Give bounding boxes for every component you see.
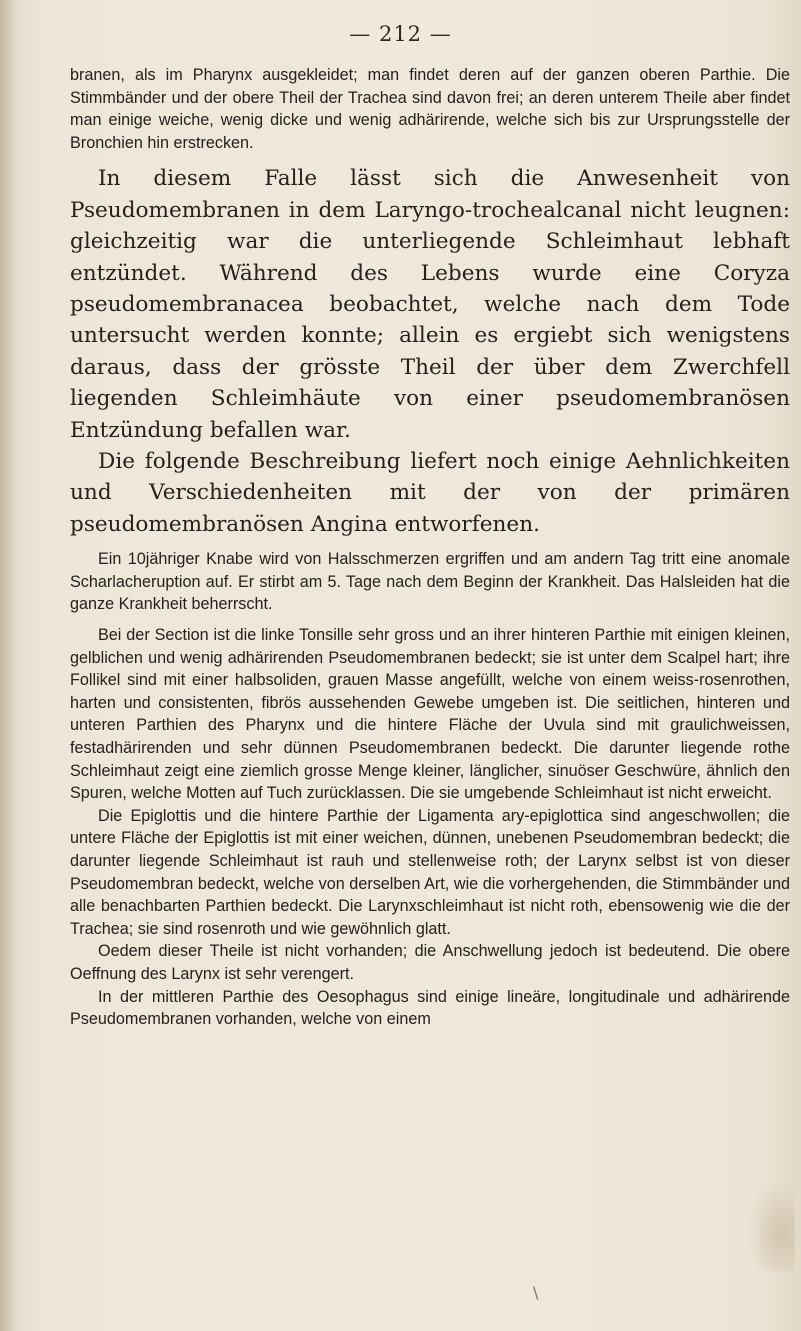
paragraph-8: In der mittleren Parthie des Oesophagus sind einige lineäre, longitudinale und adhärirende Pseudomembranen vorhanden, welche von einem	[70, 987, 790, 1029]
bottom-corner-mark: \	[533, 1283, 539, 1302]
paragraph-2: In diesem Falle lässt sich die Anwesenheit von Pseudomembranen in dem Laryngo-trochealcanal nicht leugnen: gleichzeitig war die unterliegende Schleimhaut lebhaft entzündet. Während des Lebens wurde eine Coryza pseudomembranacea beobachtet, welche nach dem Tode untersucht werden konnte; allein es ergiebt sich wenigstens daraus, dass der grösste Theil der über dem Zwerchfell liegenden Schleimhäute von einer pseudomembranösen Entzündung befallen war.	[70, 166, 790, 443]
paragraph-1: branen, als im Pharynx ausgekleidet; man findet deren auf der ganzen oberen Parthie. Die Stimmbänder und der obere Theil der Trachea sind davon frei; an deren unterem Theile aber findet man einige weiche, wenig dicke und wenig adhärirende, welche sich bis zur Ursprungsstelle der Bronchien hin erstrecken.	[70, 66, 790, 152]
paragraph-3: Die folgende Beschreibung liefert noch einige Aehnlichkeiten und Verschiedenheiten mit der von der primären pseudomembranösen Angina entworfenen.	[70, 449, 790, 537]
paragraph-5: Bei der Section ist die linke Tonsille sehr gross und an ihrer hinteren Parthie mit einigen kleinen, gelblichen und wenig adhärirenden Pseudomembranen bedeckt; sie ist unter dem Scalpel hart; ihre Follikel sind mit einer halbsoliden, grauen Masse angefüllt, welche von einem weiss-rosenrothen, harten und consistenten, fibrös aussehenden Gewebe umgeben ist. Die seitlichen, hinteren und unteren Parthien des Pharynx und die hintere Fläche der Uvula sind mit graulichweissen, festadhärirenden und sehr dünnen Pseudomembranen bedeckt. Die darunter liegende rothe Schleimhaut zeigt eine ziemlich grosse Menge kleiner, länglicher, sinuöser Geschwüre, ähnlich den Spuren, welche Motten auf Tuch zurücklassen. Die sie umgebende Schleimhaut ist nicht erweicht.	[70, 626, 790, 803]
page-text-body	[70, 64, 790, 1031]
paper-stain	[745, 1181, 795, 1271]
page-gutter-shadow	[0, 0, 18, 1331]
paragraph-6: Die Epiglottis und die hintere Parthie der Ligamenta ary-epiglottica sind angeschwollen; die untere Fläche der Epiglottis ist mit einer weichen, dünnen, unebenen Pseudomembran bedeckt; die darunter liegende Schleimhaut ist rauh und stellenweise roth; der Larynx selbst ist von dieser Pseudomembran bedeckt, welche von derselben Art, wie die vorhergehenden, die Stimmbänder und alle benachbarten Parthien bedeckt. Die Larynxschleimhaut ist nicht roth, ebensowenig wie die der Trachea; sie sind rosenroth und wie gewöhnlich glatt.	[70, 806, 790, 938]
paragraph-7: Oedem dieser Theile ist nicht vorhanden; die Anschwellung jedoch ist bedeutend. Die obere Oeffnung des Larynx ist sehr verengert.	[70, 942, 790, 983]
paragraph-4: Ein 10jähriger Knabe wird von Halsschmerzen ergriffen und am andern Tag tritt eine anomale Scharlacheruption auf. Er stirbt am 5. Tage nach dem Beginn der Krankheit. Das Halsleiden hat die ganze Krankheit beherrscht.	[70, 550, 790, 614]
page-number: — 212 —	[349, 22, 452, 46]
